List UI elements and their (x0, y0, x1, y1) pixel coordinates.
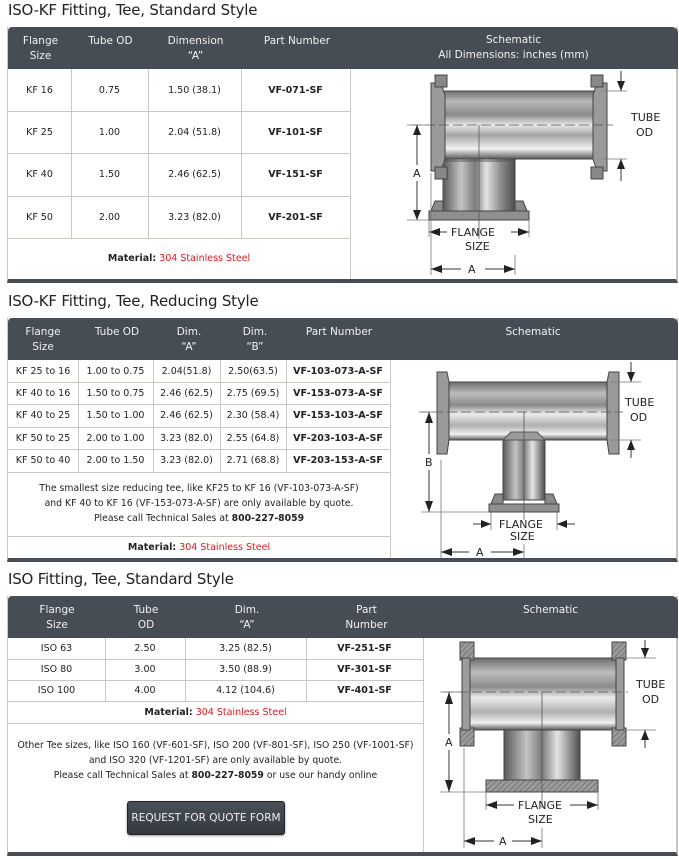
header-dim-a: Dim. “A” (176, 326, 202, 353)
material-label: Material: (144, 706, 193, 718)
header-dim-a: Dim. “A” (234, 604, 260, 631)
cell-tube-od: 4.00 (134, 685, 156, 696)
cell-dimension-a: 2.04 (51.8) (168, 126, 221, 138)
cell-tube-od: 0.75 (98, 84, 121, 96)
material-value: 304 Stainless Steel (159, 253, 251, 264)
cell-tube-od: 2.00 to 1.50 (86, 455, 145, 466)
cell-part-number[interactable]: VF-151-SF (268, 169, 323, 180)
material-label: Material: (127, 541, 177, 553)
cell-dim-a: 2.46 (62.5) (160, 387, 213, 399)
cell-dim-a: 3.50 (88.9) (219, 664, 272, 675)
cell-tube-od: 1.50 (98, 169, 121, 180)
header-tube-od: Tube OD (88, 35, 133, 47)
material-value: 304 Stainless Steel (179, 541, 271, 553)
quote-note (8, 738, 423, 783)
cell-tube-od: 1.50 to 0.75 (86, 387, 145, 399)
left-flange (460, 642, 474, 660)
header-dimension-a: Dimension “A” (167, 35, 224, 62)
header-flange-size: Flange Size (25, 326, 61, 353)
tube-od-label-2: OD (630, 411, 648, 424)
tube-od-label-2: OD (642, 693, 660, 706)
phone-number[interactable]: 800-227-8059 (231, 513, 305, 524)
dim-a-vertical-label: A (445, 736, 453, 749)
cell-flange-size: ISO 100 (37, 685, 76, 696)
cell-flange-size: ISO 80 (40, 664, 73, 675)
material-value: 304 Stainless Steel (195, 706, 287, 718)
dim-a-horizontal-label: A (499, 835, 507, 848)
cell-part-number[interactable]: VF-251-SF (337, 643, 392, 654)
cell-flange-size: ISO 63 (40, 643, 73, 654)
cell-tube-od: 2.00 (98, 211, 121, 223)
material-row (8, 701, 423, 723)
cell-dim-b: 2.50(63.5) (228, 365, 278, 377)
tube-od-label-2: OD (636, 126, 654, 139)
flange-size-label-2: SIZE (510, 530, 535, 543)
cell-dim-b: 2.30 (58.4) (226, 410, 280, 421)
cell-part-number[interactable]: VF-103-073-A-SF (293, 365, 383, 377)
schematic-subtitle: All Dimensions: inches (mm) (438, 49, 589, 61)
dim-a-label: A (476, 546, 484, 559)
right-flange (593, 83, 607, 171)
cell-part-number[interactable]: VF-071-SF (268, 84, 323, 96)
header-flange-size: Flange Size (22, 35, 59, 62)
cell-dim-a: 3.23 (82.0) (160, 432, 213, 444)
note-line-1: The smallest size reducing tee, like KF25 to KF 16 (VF-103-073-A-SF) (39, 483, 359, 494)
table-header (8, 27, 678, 69)
cell-part-number[interactable]: VF-153-073-A-SF (293, 387, 383, 399)
flange-size-label: FLANGE (518, 799, 562, 812)
header-part-number: Part Number (263, 35, 331, 47)
material-row (8, 238, 350, 279)
right-flange (612, 642, 626, 660)
table-header (8, 596, 678, 638)
cell-dim-a: 4.12 (104.6) (216, 685, 275, 696)
header-schematic: Schematic (505, 326, 561, 338)
header-dim-b: Dim. “B” (242, 326, 268, 353)
flange-size-label: FLANGE (499, 518, 543, 531)
kf-reducing-table (7, 318, 678, 562)
iso-tee-schematic-image (424, 638, 676, 852)
cell-dimension-a: 2.46 (62.5) (168, 169, 221, 180)
tube-od-label: TUBE (631, 111, 661, 124)
section-title-kf-standard: ISO-KF Fitting, Tee, Standard Style (8, 1, 258, 19)
flange-size-label-2: SIZE (465, 240, 490, 253)
cell-dimension-a: 3.23 (82.0) (168, 211, 221, 223)
cell-flange-size: KF 40 to 25 (15, 410, 71, 421)
phone-number[interactable]: 800-227-8059 (191, 770, 264, 781)
cell-part-number[interactable]: VF-301-SF (337, 664, 392, 675)
cell-flange-size: KF 50 (26, 211, 53, 223)
quote-note (8, 481, 390, 526)
cell-tube-od: 2.00 to 1.00 (86, 432, 145, 444)
cell-flange-size: KF 25 (26, 126, 53, 138)
tube-od-label: TUBE (636, 678, 666, 691)
cell-part-number[interactable]: VF-101-SF (268, 126, 323, 138)
flange-size-label-2: SIZE (528, 813, 553, 826)
cell-flange-size: KF 40 (26, 169, 53, 180)
header-schematic (351, 33, 676, 63)
dim-a-vertical-label: A (413, 167, 421, 180)
table-header (8, 318, 678, 360)
cell-flange-size: KF 50 to 25 (15, 432, 71, 444)
cell-flange-size: KF 50 to 40 (15, 455, 71, 466)
note-line-2: and ISO 320 (VF-1201-SF) are only available by quote. (88, 755, 343, 766)
left-flange (437, 372, 449, 454)
left-flange (431, 83, 445, 171)
cell-tube-od: 3.00 (134, 664, 156, 675)
cell-tube-od: 1.00 to 0.75 (86, 365, 145, 377)
header-tube-od: Tube OD (133, 604, 159, 631)
schematic-title: Schematic (485, 34, 542, 46)
cell-dim-b: 2.55 (64.8) (226, 432, 280, 444)
section-title-iso-standard: ISO Fitting, Tee, Standard Style (8, 570, 234, 588)
header-tube-od: Tube OD (94, 326, 140, 338)
cell-part-number[interactable]: VF-401-SF (337, 685, 392, 696)
kf-standard-table (7, 27, 678, 283)
note-line-3: Please call Technical Sales at (93, 513, 229, 524)
tee-schematic-image (351, 69, 676, 279)
header-flange-size: Flange Size (39, 604, 75, 631)
iso-standard-table (7, 596, 678, 856)
cell-tube-od: 2.50 (134, 643, 156, 654)
note-line-3-suffix: or use our handy online (266, 770, 378, 781)
dim-a-horizontal-label: A (468, 263, 476, 276)
cell-dim-b: 2.75 (69.5) (226, 387, 280, 399)
cell-tube-od: 1.50 to 1.00 (86, 410, 145, 421)
note-line-1: Other Tee sizes, like ISO 160 (VF-601-SF), ISO 200 (VF-801-SF), ISO 250 (VF-1001-SF) (17, 740, 414, 751)
cell-dim-a: 3.23 (82.0) (160, 455, 213, 466)
header-part-number: Part Number (345, 604, 388, 631)
right-flange (607, 372, 619, 454)
cell-part-number[interactable]: VF-201-SF (268, 211, 323, 223)
cell-flange-size: KF 25 to 16 (15, 365, 71, 377)
cell-dim-a: 2.04(51.8) (161, 365, 212, 377)
cell-part-number[interactable]: VF-203-103-A-SF (293, 432, 383, 444)
material-row (8, 536, 390, 558)
cell-dim-b: 2.71 (68.8) (226, 455, 280, 466)
note-line-2: and KF 40 to KF 16 (VF-153-073-A-SF) are only available by quote. (44, 498, 354, 509)
cell-part-number[interactable]: VF-153-103-A-SF (293, 410, 383, 421)
section-title-kf-reducing: ISO-KF Fitting, Tee, Reducing Style (8, 292, 259, 310)
cell-dim-a: 2.46 (62.5) (160, 410, 213, 421)
dim-b-label: B (425, 456, 433, 469)
header-part-number: Part Number (305, 326, 373, 338)
reducing-tee-schematic-image (391, 360, 676, 558)
cell-tube-od: 1.00 (98, 126, 121, 138)
tube-od-label: TUBE (625, 396, 655, 409)
cell-flange-size: KF 40 to 16 (15, 387, 71, 399)
cell-flange-size: KF 16 (26, 84, 53, 96)
main-tube (446, 382, 611, 440)
header-schematic: Schematic (522, 604, 579, 616)
flange-size-label: FLANGE (451, 226, 495, 239)
cell-dim-a: 3.25 (82.5) (219, 643, 272, 654)
material-label: Material: (107, 253, 157, 264)
cell-part-number[interactable]: VF-203-153-A-SF (293, 455, 383, 466)
main-tube (441, 91, 601, 159)
request-quote-button[interactable]: REQUEST FOR QUOTE FORM (127, 801, 285, 835)
cell-dimension-a: 1.50 (38.1) (168, 84, 221, 96)
note-line-3: Please call Technical Sales at (53, 770, 189, 781)
